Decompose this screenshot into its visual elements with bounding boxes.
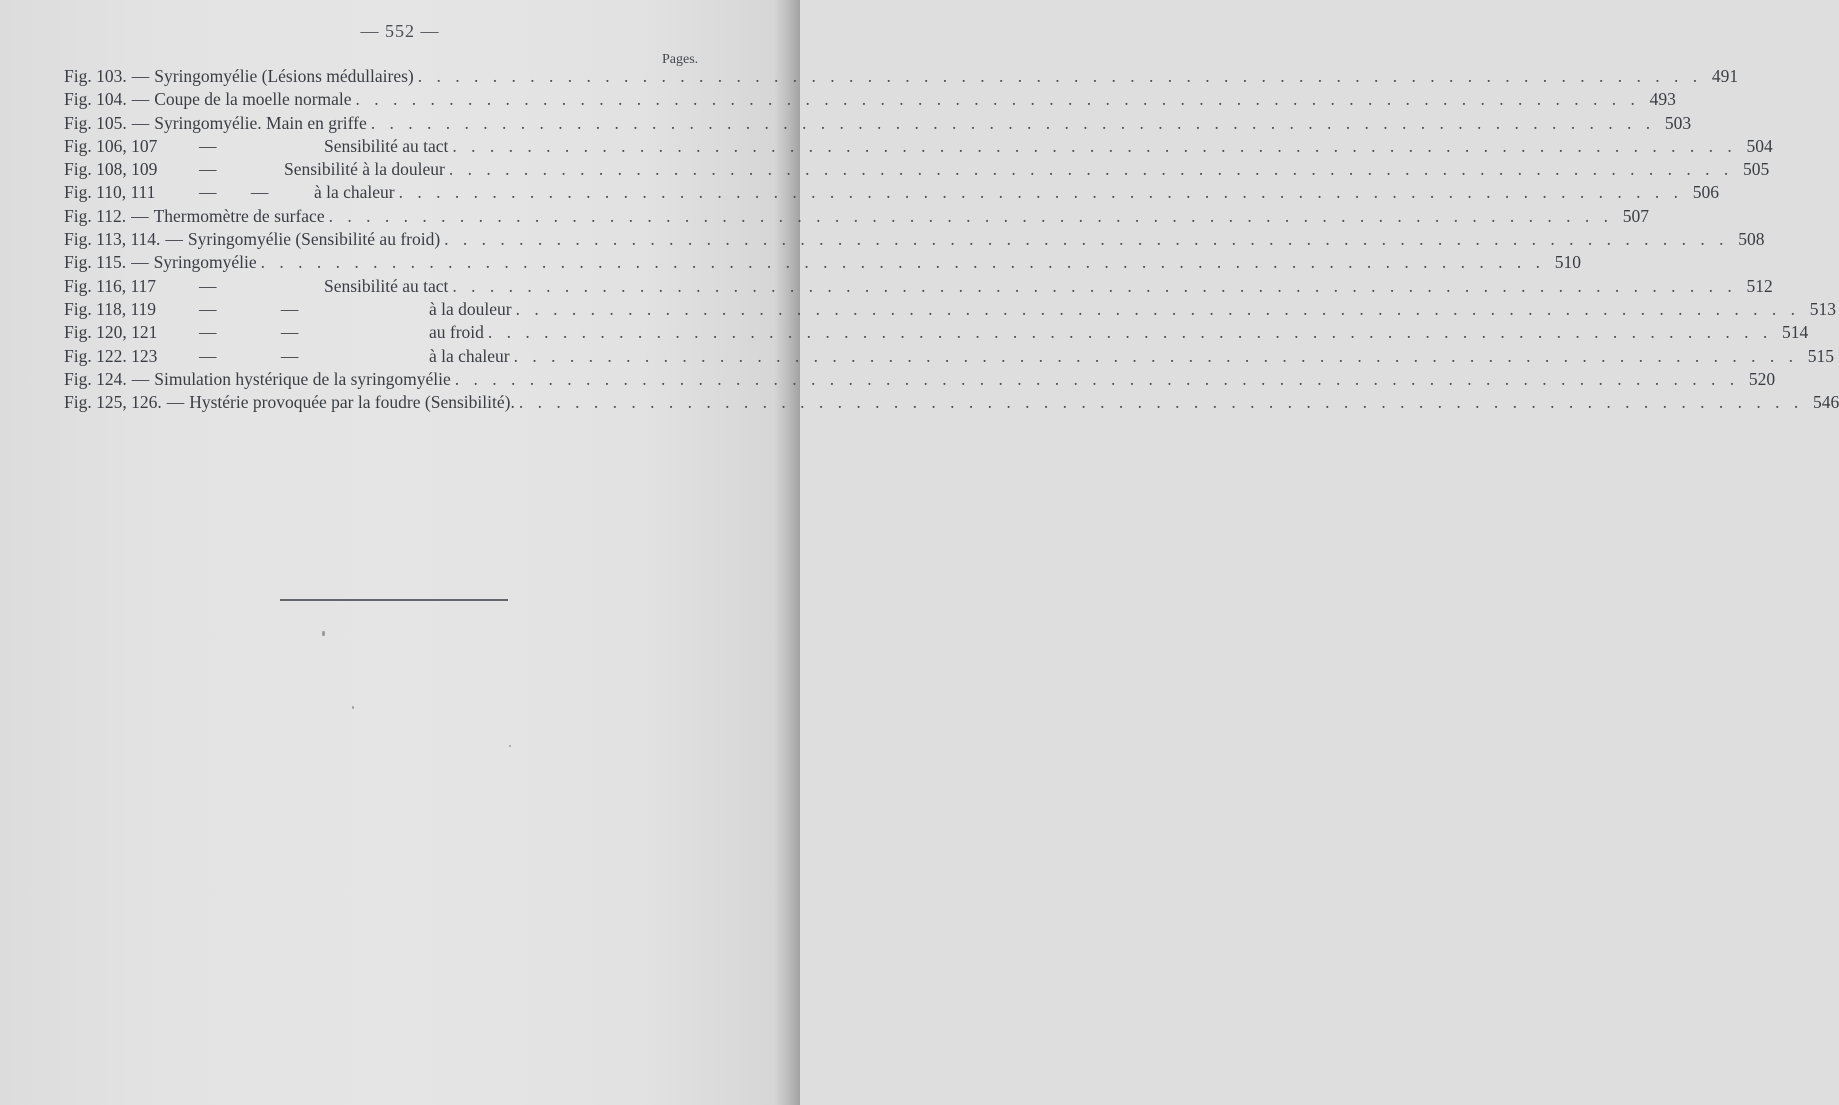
figure-number: Fig. 115. [64, 252, 127, 273]
entry-dash: — [199, 159, 217, 180]
toc-entry [64, 205, 1649, 229]
dot-leader [451, 369, 1739, 390]
toc-entry [64, 159, 1770, 182]
entry-dash: — [131, 112, 150, 133]
dot-leader [257, 252, 1545, 273]
figure-number: Fig. 112. [64, 205, 127, 226]
figure-number: Fig. 122. 123 [64, 345, 158, 366]
entry-dash: — — [199, 298, 299, 319]
page-ref: 507 [1622, 205, 1649, 226]
page-ref: 520 [1748, 368, 1776, 389]
figure-title: Syringomyélie (Sensibilité au froid) [187, 229, 441, 250]
dot-leader [510, 346, 1798, 367]
toc-entry [64, 252, 1581, 275]
figure-title: au froid [429, 322, 484, 343]
figure-title: Syringomyélie (Lésions médullaires) [154, 66, 414, 86]
figure-title: à la chaleur [314, 182, 395, 203]
toc-entry [64, 89, 1676, 112]
toc-entry [64, 298, 1836, 322]
figure-number: Fig. 120, 121 [64, 322, 158, 343]
figure-number: Fig. 116, 117 [64, 275, 157, 296]
figure-title: Hystérie provoquée par la foudre (Sensibilité). [189, 392, 515, 413]
entry-dash: — — [199, 182, 269, 203]
page-ref: 493 [1649, 89, 1676, 110]
dot-leader [448, 136, 1736, 157]
toc-entry [64, 275, 1773, 299]
entry-dash: — — [199, 322, 299, 343]
dot-leader [414, 66, 1702, 87]
entry-dash: — [131, 368, 150, 389]
entry-dash: — [131, 89, 150, 110]
figure-number: Fig. 103. [64, 66, 127, 86]
entry-dash: — [131, 252, 149, 273]
figure-title: Sensibilité au tact [324, 135, 449, 156]
entry-dash: — [165, 229, 183, 250]
page-ref: 504 [1746, 135, 1773, 156]
figure-list [64, 66, 1839, 415]
figure-number: Fig. 104. [64, 89, 127, 110]
dot-leader [515, 392, 1803, 413]
section-divider-rule [280, 599, 508, 601]
dot-leader [352, 89, 1640, 110]
page-number: — 552 — [360, 21, 440, 41]
page-edge-shadow [774, 0, 800, 1105]
figure-number: Fig. 108, 109 [64, 159, 158, 180]
figure-title: Sensibilité à la douleur [284, 159, 445, 180]
figure-title: à la chaleur [429, 345, 510, 366]
toc-entry [64, 135, 1773, 159]
entry-dash: — [199, 275, 217, 296]
dot-leader [484, 322, 1772, 343]
toc-entry [64, 322, 1809, 345]
paper-speck [509, 745, 511, 747]
figure-number: Fig. 125, 126. [64, 392, 162, 413]
paper-speck [352, 706, 354, 709]
page-ref: 510 [1554, 252, 1581, 273]
figure-title: Syringomyélie. Main en griffe [154, 112, 367, 133]
dot-leader [395, 182, 1683, 203]
page-ref: 514 [1782, 322, 1809, 343]
entry-dash: — [131, 66, 150, 86]
toc-entry [64, 229, 1765, 252]
toc-entry [64, 182, 1720, 205]
page-ref: 506 [1692, 182, 1720, 203]
dot-leader [512, 299, 1800, 320]
figure-number: Fig. 113, 114. [64, 229, 161, 250]
figure-title: Thermomètre de surface [153, 205, 325, 226]
paper-speck [322, 631, 325, 636]
page-ref: 515 [1807, 345, 1835, 366]
page-ref: 546 [1812, 392, 1839, 413]
page-ref: 508 [1738, 229, 1765, 250]
dot-leader [440, 229, 1728, 250]
toc-entry [64, 66, 1739, 89]
figure-number: Fig. 106, 107 [64, 135, 158, 156]
entry-dash: — [166, 392, 185, 413]
figure-number: Fig. 105. [64, 112, 127, 133]
page-ref: 513 [1809, 298, 1836, 319]
figure-title: à la douleur [429, 298, 512, 319]
figure-title: Syringomyélie [153, 252, 257, 273]
page-ref: 491 [1711, 66, 1739, 86]
figure-number: Fig. 124. [64, 368, 127, 389]
figure-title: Sensibilité au tact [324, 275, 449, 296]
figure-title: Simulation hystérique de la syringomyélie [154, 368, 451, 389]
page-ref: 503 [1664, 112, 1692, 133]
entry-dash: — — [199, 345, 299, 366]
pages-column-label: Pages. [662, 52, 699, 67]
dot-leader [367, 113, 1655, 134]
figure-number: Fig. 118, 119 [64, 298, 157, 319]
toc-entry [64, 345, 1835, 369]
dot-leader [445, 159, 1733, 180]
page-ref: 512 [1746, 275, 1773, 296]
toc-entry [64, 368, 1776, 392]
dot-leader [448, 276, 1736, 297]
figure-title: Coupe de la moelle normale [154, 89, 352, 110]
page-ref: 505 [1743, 159, 1770, 180]
entry-dash: — [131, 205, 149, 226]
dot-leader [325, 206, 1613, 227]
figure-number: Fig. 110, 111 [64, 182, 156, 203]
entry-dash: — [199, 135, 217, 156]
toc-entry [64, 392, 1839, 415]
toc-entry [64, 112, 1692, 136]
